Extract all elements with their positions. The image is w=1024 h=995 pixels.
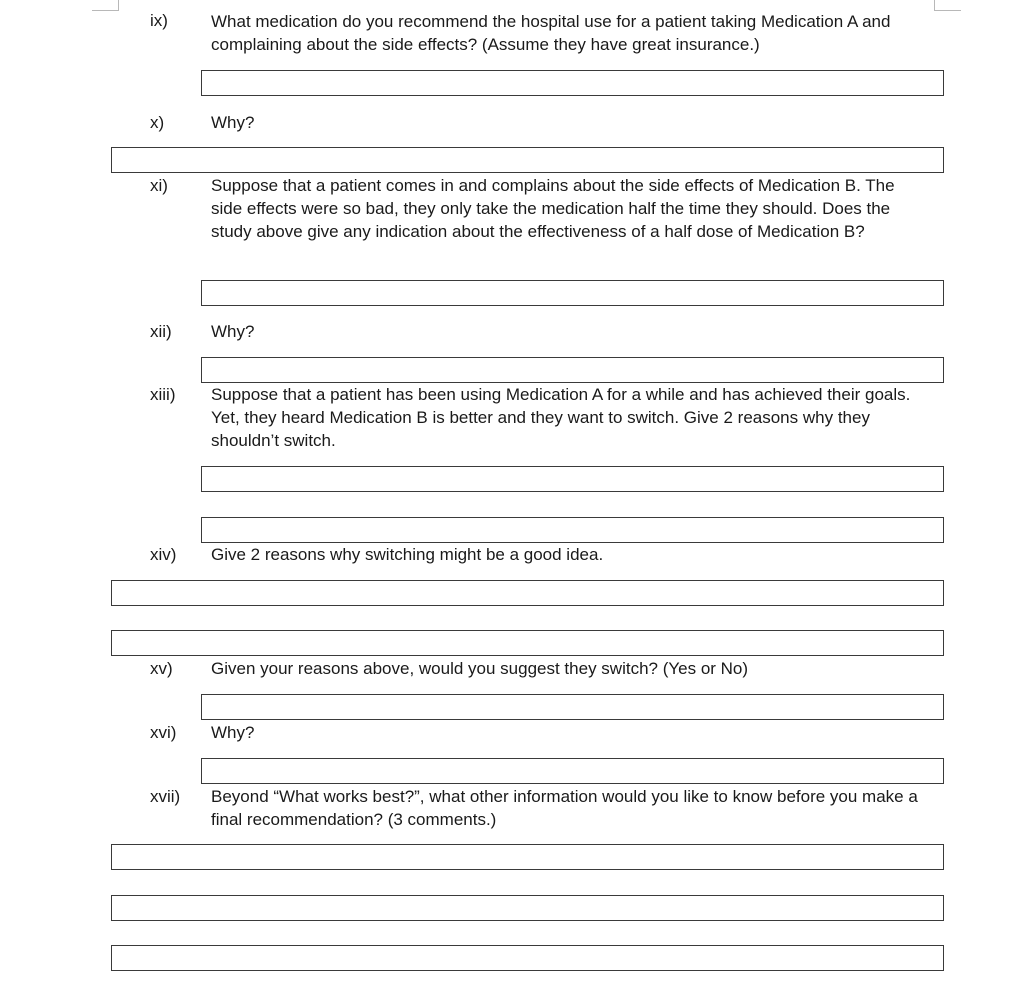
answer-box[interactable]	[201, 70, 944, 96]
answer-box[interactable]	[111, 630, 944, 656]
question-text: What medication do you recommend the hospital use for a patient taking Medication A and complaining about the side effects? (Assume they have great insurance.)	[211, 12, 891, 54]
question-text: Suppose that a patient comes in and complains about the side effects of Medication B. The side effects were so bad, they only take the medication half the time they should. Does the study above give any indication about the effectiveness of a half dose of Medication B?	[211, 176, 895, 241]
answer-box[interactable]	[111, 844, 944, 870]
question-number: x)	[150, 113, 165, 132]
answer-box[interactable]	[201, 517, 944, 543]
answer-box[interactable]	[201, 694, 944, 720]
answer-box[interactable]	[111, 895, 944, 921]
question-number: xi)	[150, 176, 168, 195]
question-text: Suppose that a patient has been using Medication A for a while and has achieved their goals. Yet, they heard Medication B is better and they want to switch. Give 2 reasons why they shouldn’t switch.	[211, 385, 911, 450]
answer-box[interactable]	[201, 758, 944, 784]
answer-box[interactable]	[201, 466, 944, 492]
question-number: xvi)	[150, 723, 177, 742]
answer-box[interactable]	[111, 945, 944, 971]
question-number: xii)	[150, 322, 172, 341]
page-corner-mark-right	[934, 0, 961, 11]
question-number: xv)	[150, 659, 173, 678]
question-number: xvii)	[150, 787, 181, 806]
question-text: Why?	[211, 322, 255, 341]
answer-box[interactable]	[201, 357, 944, 383]
question-text: Given your reasons above, would you suggest they switch? (Yes or No)	[211, 659, 749, 678]
question-text: Why?	[211, 723, 255, 742]
question-text: Give 2 reasons why switching might be a good idea.	[211, 545, 604, 564]
question-number: xiii)	[150, 385, 176, 404]
answer-box[interactable]	[111, 580, 944, 606]
question-text: Beyond “What works best?”, what other information would you like to know before you make a final recommendation? (3 comments.)	[211, 787, 918, 829]
question-text: Why?	[211, 113, 255, 132]
answer-box[interactable]	[201, 280, 944, 306]
question-number: xiv)	[150, 545, 177, 564]
page-corner-mark-left	[92, 0, 119, 11]
question-number: ix)	[150, 11, 168, 30]
answer-box[interactable]	[111, 147, 944, 173]
